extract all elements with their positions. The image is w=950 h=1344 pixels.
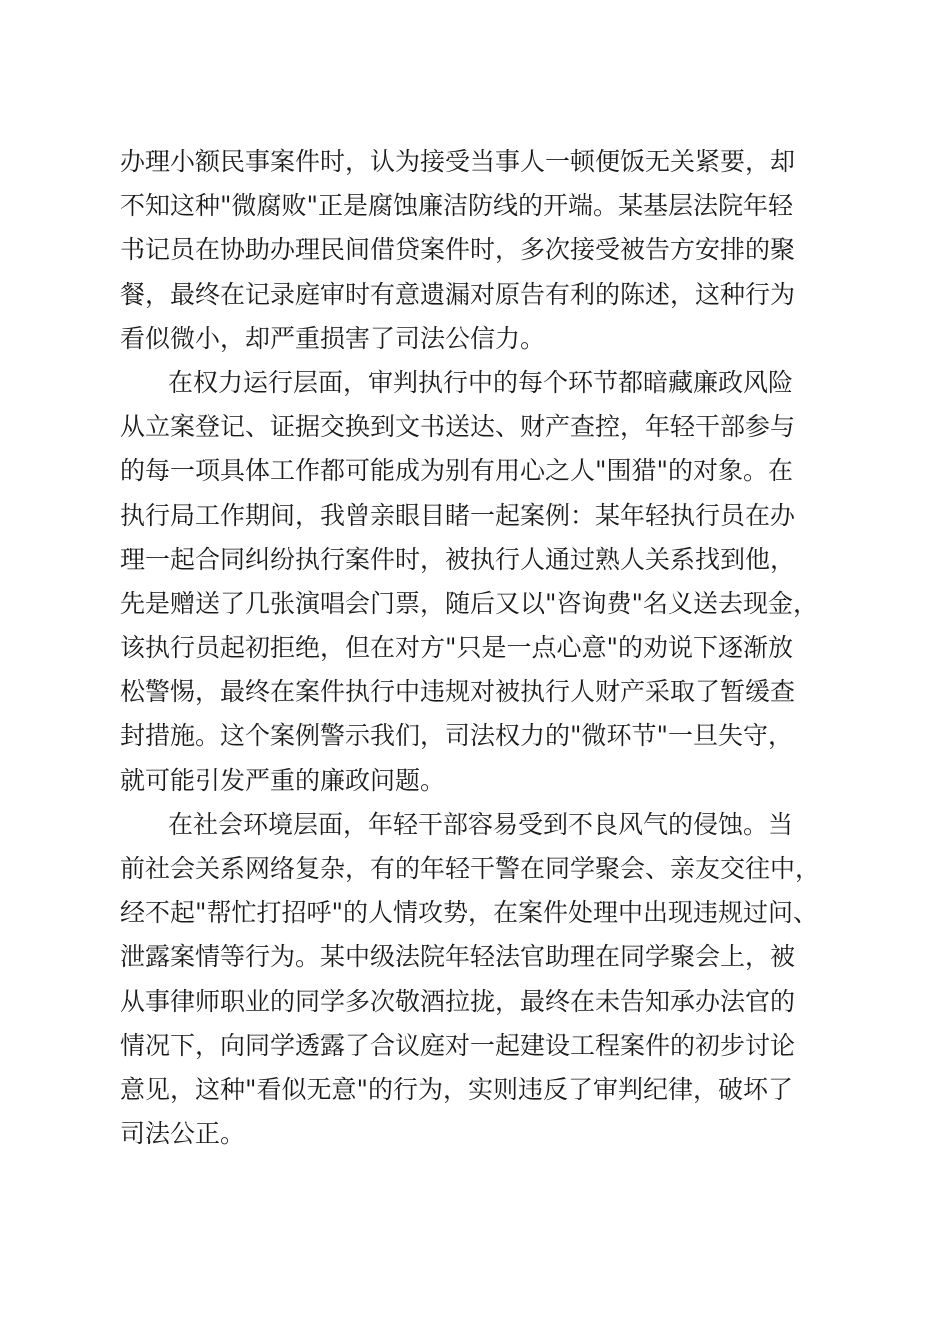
text-line: 司法公正。 [120,1119,246,1149]
text-line: 意见，这种"看似无意"的行为，实则违反了审判纪律，破坏了 [120,1074,794,1104]
body-text [120,140,840,1156]
text-line: 松警惕，最终在案件执行中违规对被执行人财产采取了暂缓查 [120,677,796,707]
text-line: 理一起合同纠纷执行案件时，被执行人通过熟人关系找到他， [120,544,796,574]
text-line: 在权力运行层面，审判执行中的每个环节都暗藏廉政风险 [168,367,794,397]
paragraph-3 [120,803,840,1157]
text-line: 先是赠送了几张演唱会门票，随后又以"咨询费"名义送去现金， [120,588,819,618]
text-line: 看似微小，却严重损害了司法公信力。 [120,323,546,353]
text-line: 从事律师职业的同学多次敬酒拉拢，最终在未告知承办法官的 [120,986,796,1016]
paragraph-2 [120,361,840,803]
text-line: 在社会环境层面，年轻干部容易受到不良风气的侵蚀。当 [168,809,794,839]
text-line: 该执行员起初拒绝，但在对方"只是一点心意"的劝说下逐渐放 [120,633,794,663]
text-line: 餐，最终在记录庭审时有意遗漏对原告有利的陈述，这种行为 [120,279,796,309]
text-line: 书记员在协助办理民间借贷案件时，多次接受被告方安排的聚 [120,235,796,265]
text-line: 办理小额民事案件时，认为接受当事人一顿便饭无关紧要，却 [120,147,796,176]
text-line: 执行局工作期间，我曾亲眼目睹一起案例：某年轻执行员在办 [120,500,796,530]
text-line: 经不起"帮忙打招呼"的人情攻势，在案件处理中出现违规过问、 [120,898,819,928]
text-line: 从立案登记、证据交换到文书送达、财产查控，年轻干部参与 [120,412,796,442]
text-line: 封措施。这个案例警示我们，司法权力的"微环节"一旦失守， [120,721,794,751]
text-line: 的每一项具体工作都可能成为别有用心之人"围猎"的对象。在 [120,456,794,486]
text-line: 前社会关系网络复杂，有的年轻干警在同学聚会、亲友交往中， [120,854,821,883]
text-line: 情况下，向同学透露了合议庭对一起建设工程案件的初步讨论 [120,1030,796,1060]
text-line: 就可能引发严重的廉政问题。 [120,765,446,795]
text-line: 不知这种"微腐败"正是腐蚀廉洁防线的开端。某基层法院年轻 [120,191,794,221]
text-line: 泄露案情等行为。某中级法院年轻法官助理在同学聚会上，被 [120,942,796,972]
paragraph-1 [120,140,840,361]
